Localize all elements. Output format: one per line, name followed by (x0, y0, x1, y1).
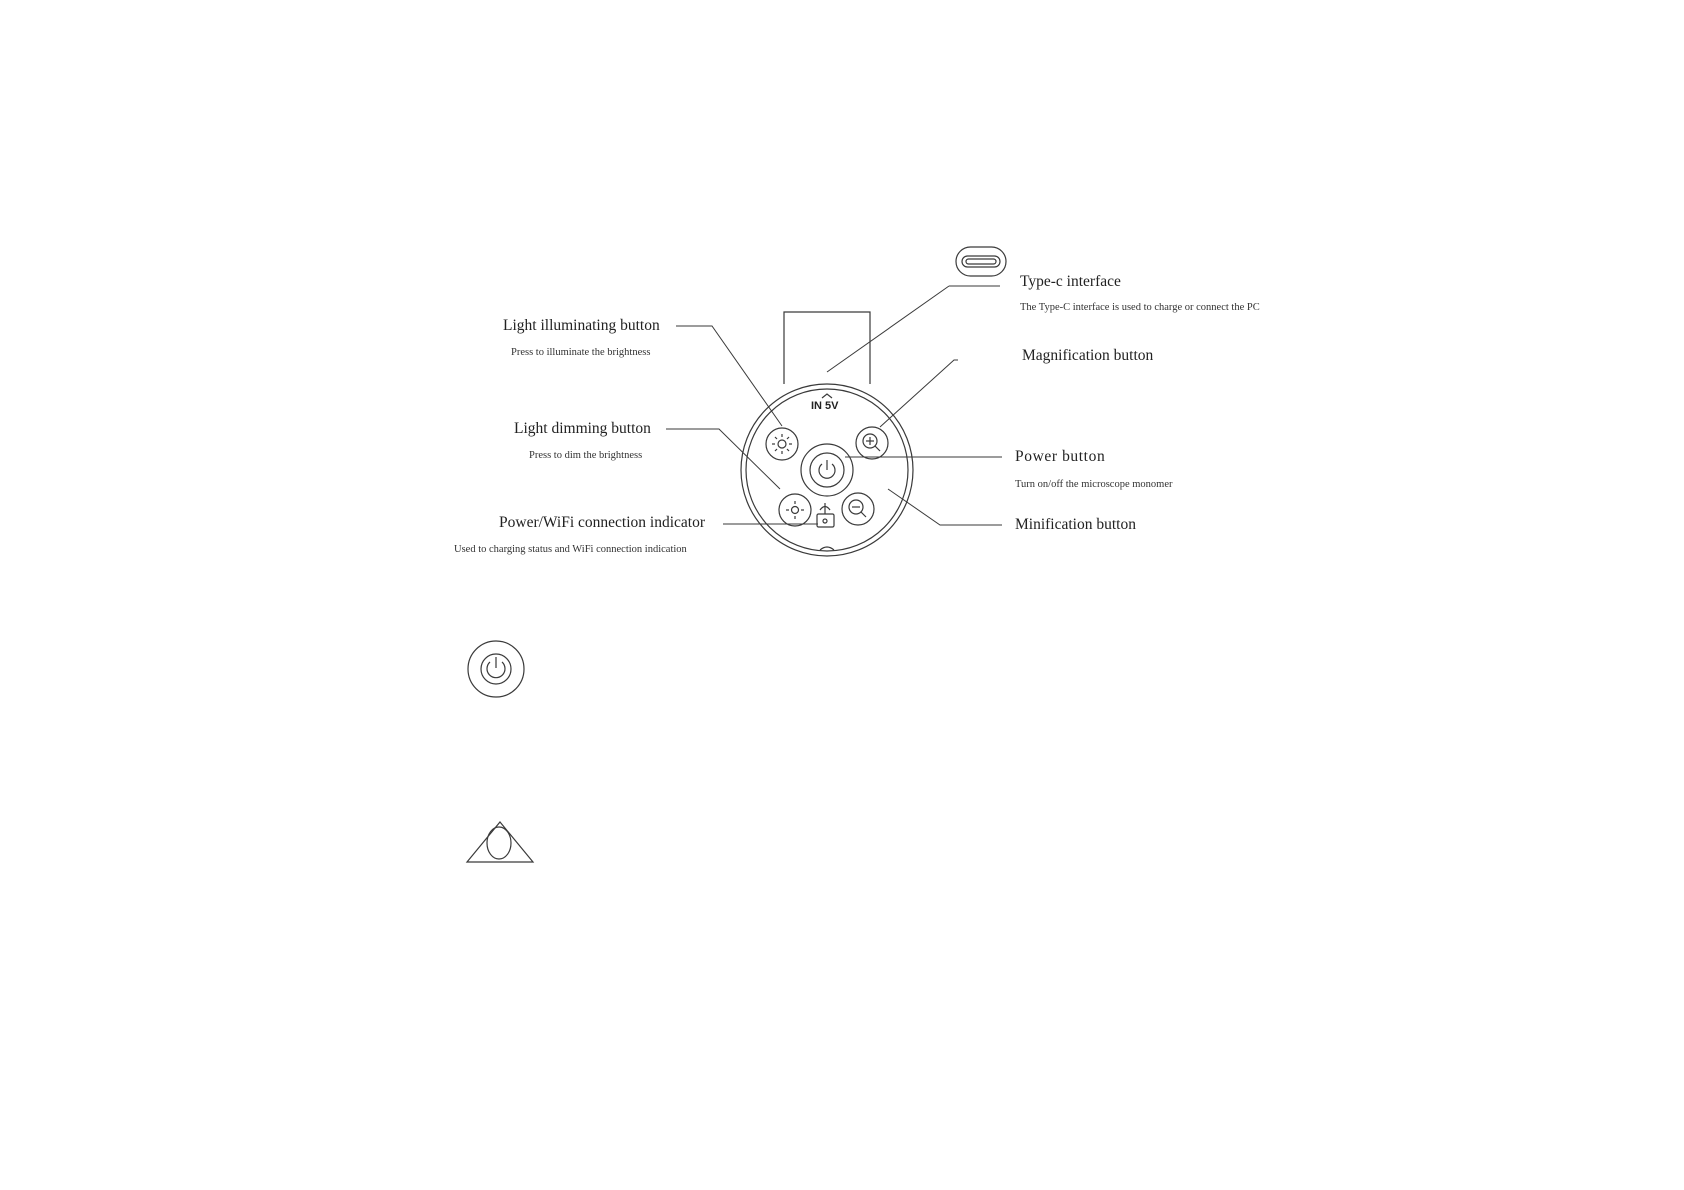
indicator-title: Power/WiFi connection indicator (499, 514, 705, 531)
zoom-out-icon (842, 493, 874, 525)
sun-dim-icon (779, 494, 811, 526)
port-label: IN 5V (811, 400, 839, 412)
indicator-desc: Used to charging status and WiFi connection indication (454, 544, 687, 555)
minification-title: Minification button (1015, 516, 1136, 533)
power-desc: Turn on/off the microscope monomer (1015, 479, 1173, 490)
light-down-desc: Press to dim the brightness (529, 450, 643, 461)
light-up-title: Light illuminating button (503, 317, 660, 334)
typec-desc: The Type-C interface is used to charge or connect the PC (1020, 302, 1260, 313)
usb-c-port-icon (956, 247, 1006, 276)
magnification-title: Magnification button (1022, 347, 1154, 364)
sun-bright-icon (766, 428, 798, 460)
led-indicator-icon (817, 503, 834, 527)
typec-title: Type-c interface (1020, 273, 1121, 290)
light-up-desc: Press to illuminate the brightness (511, 347, 651, 358)
power-title: Power button (1015, 448, 1106, 465)
zoom-in-icon (856, 427, 888, 459)
power-icon (801, 444, 853, 496)
standalone-power-icon (468, 641, 524, 697)
warning-triangle-icon (467, 822, 533, 862)
device-stem (784, 312, 870, 384)
light-down-title: Light dimming button (514, 420, 651, 437)
